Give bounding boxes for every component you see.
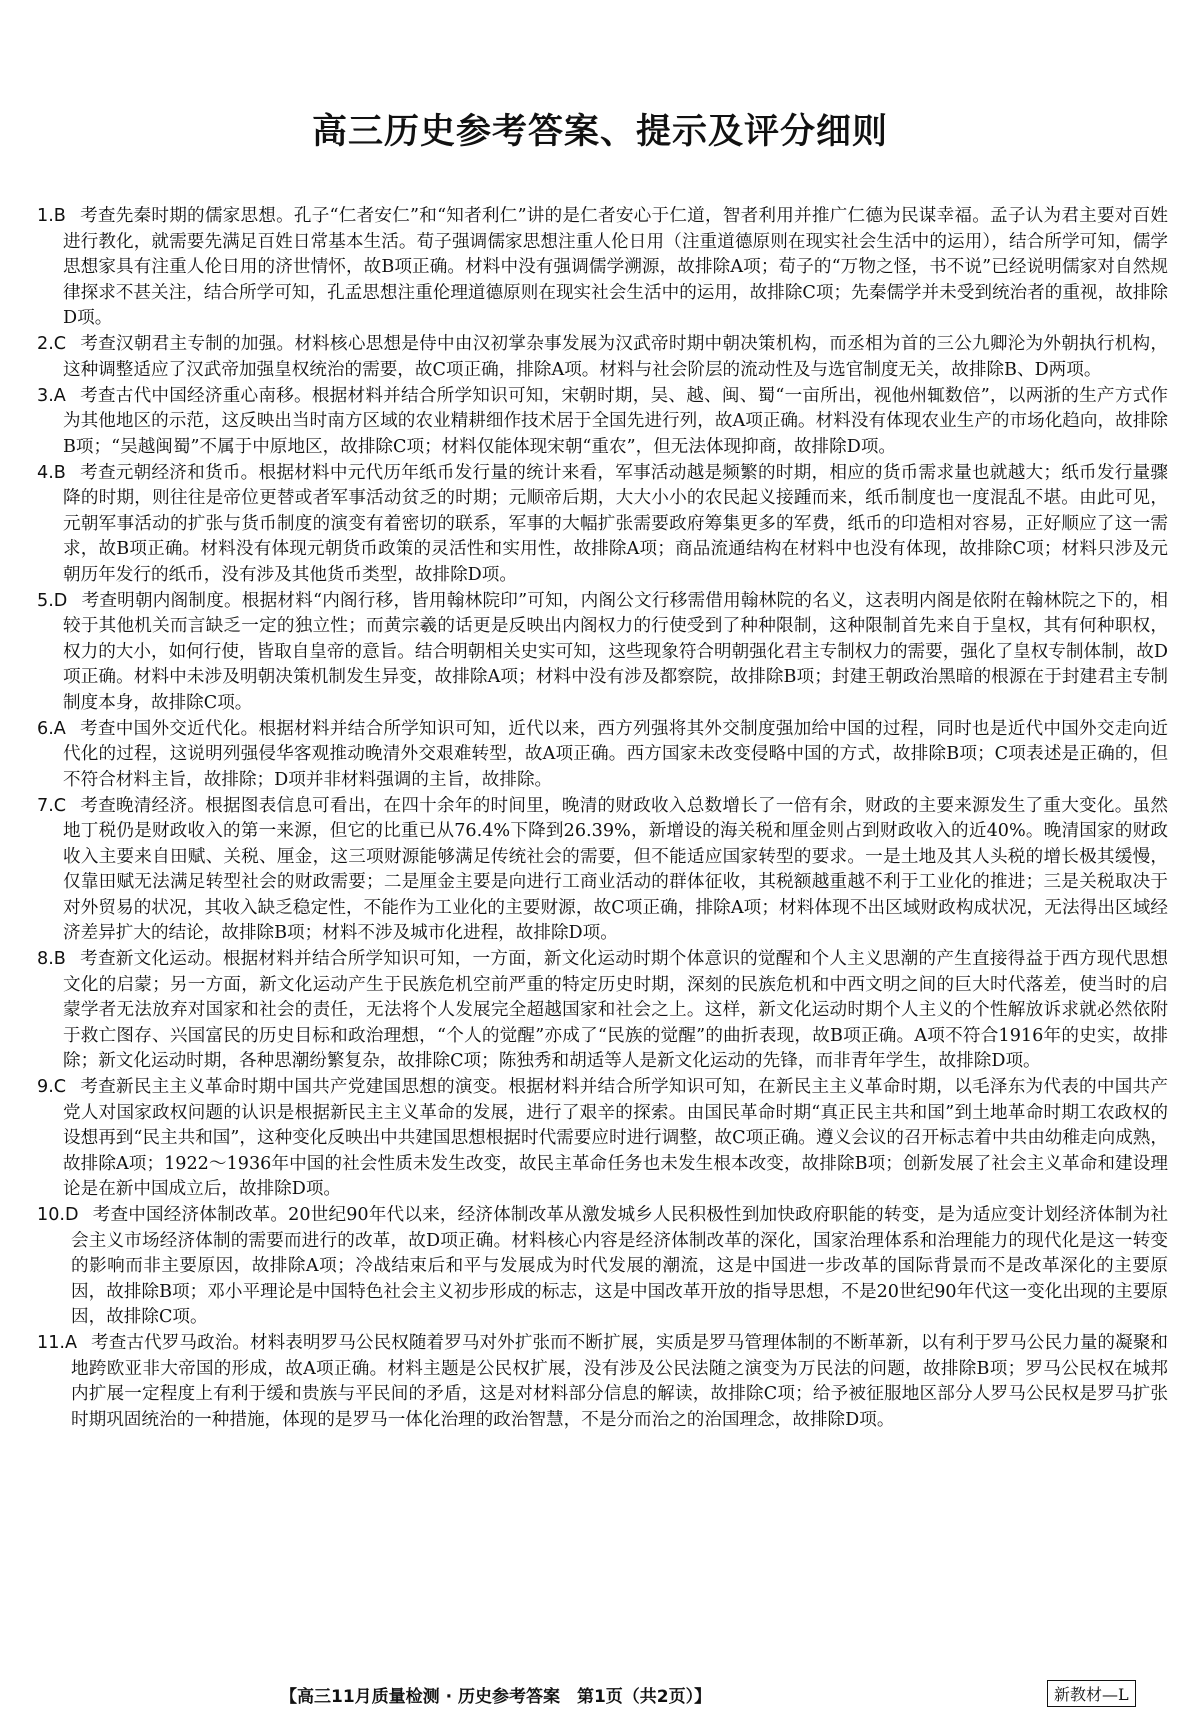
answer-explanation: 考查先秦时期的儒家思想。孔子“仁者安仁”和“知者利仁”讲的是仁者安心于仁道，智者利用并推广仁德为民谋幸福。孟子认为君主要对百姓进行教化，就需要先满足百姓日常基本生活。荀子强调儒家思想注重人伦日用（注重道德原则在现实社会生活中的运用），结合所学可知，儒学思想家具有注重人伦日用的济世情怀，故B项正确。材料中没有强调儒学溯源，故排除A项；荀子的“万物之怪，书不说”已经说明儒家对自然规律探求不甚关注，结合所学可知，孔孟思想注重伦理道德原则在现实社会生活中的运用，故排除C项；先秦儒学并未受到统治者的重视，故排除D项。 [63, 206, 1168, 328]
answer-item [37, 717, 1168, 794]
answer-number: 1. [37, 206, 54, 226]
answer-number: 6. [37, 718, 54, 739]
answer-number: 7. [37, 795, 54, 816]
answer-option: C [53, 334, 67, 354]
answer-number: 10. [37, 1205, 65, 1225]
answer-option: B [53, 949, 66, 969]
answer-number: 4. [37, 462, 54, 483]
answer-option: C [53, 1077, 67, 1097]
answer-option: B [53, 206, 66, 226]
answer-option: B [53, 462, 66, 483]
answer-item [37, 1203, 1168, 1331]
footer-text: 【高三11月质量检测 · 历史参考答案 第1页（共2页）】 [280, 1687, 712, 1707]
answer-number: 9. [37, 1077, 54, 1097]
answer-option: A [64, 1333, 78, 1353]
answer-item [37, 1331, 1168, 1433]
answer-explanation: 考查中国外交近代化。根据材料并结合所学知识可知，近代以来，西方列强将其外交制度强加给中国的过程，同时也是近代中国外交走向近代化的过程，这说明列强侵华客观推动晚清外交艰难转型，故A项正确。西方国家未改变侵略中国的方式，故排除B项；C项表述是正确的，但不符合材料主旨，故排除；D项并非材料强调的主旨，故排除。 [63, 718, 1168, 790]
answer-number: 11. [37, 1333, 65, 1353]
answer-option: D [64, 1205, 79, 1225]
answer-option: D [53, 590, 68, 611]
answer-number: 8. [37, 949, 54, 969]
answer-explanation: 考查新文化运动。根据材料并结合所学知识可知，一方面，新文化运动时期个体意识的觉醒和个人主义思潮的产生直接得益于西方现代思想文化的启蒙；另一方面，新文化运动产生于民族危机空前严重的特定历史时期，深刻的民族危机和中西文明之间的巨大时代落差，使当时的启蒙学者无法放弃对国家和社会的责任，无法将个人发展完全超越国家和社会之上。这样，新文化运动时期个人主义的个性解放诉求就必然依附于救亡图存、兴国富民的历史目标和政治理想，“个人的觉醒”亦成了“民族的觉醒”的曲折表现，故B项正确。A项不符合1916年的史实，故排除；新文化运动时期，各种思潮纷繁复杂，故排除C项；陈独秀和胡适等人是新文化运动的先锋，而非青年学生，故排除D项。 [63, 949, 1168, 1071]
answer-option: C [53, 795, 67, 816]
answer-option: A [53, 385, 66, 406]
answer-list [37, 204, 1168, 1434]
answer-item [37, 1075, 1168, 1203]
answer-explanation: 考查古代罗马政治。材料表明罗马公民权随着罗马对外扩张而不断扩展，实质是罗马管理体制的不断革新，以有利于罗马公民力量的凝聚和地跨欧亚非大帝国的形成，故A项正确。材料主题是公民权扩展，没有涉及公民法随之演变为万民法的问题，故排除B项；罗马公民权在城邦内扩展一定程度上有利于缓和贵族与平民间的矛盾，这是对材料部分信息的解读，故排除C项；给予被征服地区部分人罗马公民权是罗马扩张时期巩固统治的一种措施，体现的是罗马一体化治理的政治智慧，不是分而治之的治国理念，故排除D项。 [71, 1333, 1168, 1430]
answer-explanation: 考查明朝内阁制度。根据材料“内阁行移，皆用翰林院印”可知，内阁公文行移需借用翰林院的名义，这表明内阁是依附在翰林院之下的，相较于其他机关而言缺乏一定的独立性；而黄宗羲的话更是反映出内阁权力的行使受到了种种限制，这种限制首先来自于皇权，其有何种职权，权力的大小，如何行使，皆取自皇帝的意旨。结合明朝相关史实可知，这些现象符合明朝强化君主专制权力的需要，强化了皇权专制体制，故D项正确。材料中未涉及明朝决策机制发生异变，故排除A项；材料中没有涉及都察院，故排除B项；封建王朝政治黑暗的根源在于封建君主专制制度本身，故排除C项。 [63, 590, 1168, 713]
answer-explanation: 考查古代中国经济重心南移。根据材料并结合所学知识可知，宋朝时期，吴、越、闽、蜀“一亩所出，视他州辄数倍”，以两浙的生产方式作为其他地区的示范，这反映出当时南方区域的农业精耕细作技术居于全国先进行列，故A项正确。材料没有体现农业生产的市场化趋向，故排除B项；“吴越闽蜀”不属于中原地区，故排除C项；材料仅能体现宋朝“重农”，但无法体现抑商，故排除D项。 [63, 385, 1168, 457]
answer-explanation: 考查晚清经济。根据图表信息可看出，在四十余年的时间里，晚清的财政收入总数增长了一倍有余，财政的主要来源发生了重大变化。虽然地丁税仍是财政收入的第一来源，但它的比重已从76.4%下降到26.39%，新增设的海关税和厘金则占到财政收入的近40%。晚清国家的财政收入主要来自田赋、关税、厘金，这三项财源能够满足传统社会的需要，但不能适应国家转型的要求。一是土地及其人头税的增长极其缓慢，仅靠田赋无法满足转型社会的财政需要；二是厘金主要是向进行工商业活动的群体征收，其税额越重越不利于工业化的推进；三是关税取决于对外贸易的状况，其收入缺乏稳定性，不能作为工业化的主要财源，故C项正确，排除A项；材料体现不出区域财政构成状况，无法得出区域经济差异扩大的结论，故排除B项；材料不涉及城市化进程，故排除D项。 [63, 795, 1168, 943]
page-title: 高三历史参考答案、提示及评分细则 [311, 112, 888, 152]
answer-number: 3. [37, 385, 54, 406]
answer-item [37, 384, 1168, 461]
answer-option: A [53, 718, 66, 739]
answer-explanation: 考查元朝经济和货币。根据材料中元代历年纸币发行量的统计来看，军事活动越是频繁的时期，相应的货币需求量也就越大；纸币发行量骤降的时期，则往往是帝位更替或者军事活动贫乏的时期；元顺帝后期，大大小小的农民起义接踵而来，纸币制度也一度混乱不堪。由此可见，元朝军事活动的扩张与货币制度的演变有着密切的联系，军事的大幅扩张需要政府筹集更多的军费，纸币的印造相对容易，正好顺应了这一需求，故B项正确。材料没有体现元朝货币政策的灵活性和实用性，故排除A项；商品流通结构在材料中也没有体现，故排除C项；材料只涉及元朝历年发行的纸币，没有涉及其他货币类型，故排除D项。 [63, 462, 1168, 585]
answer-item [37, 461, 1168, 589]
answer-explanation: 考查中国经济体制改革。20世纪90年代以来，经济体制改革从激发城乡人民积极性到加快政府职能的转变，是为适应变计划经济体制为社会主义市场经济体制的需要而进行的改革，故D项正确。材料核心内容是经济体制改革的深化，国家治理体系和治理能力的现代化是这一转变的影响而非主要原因，故排除A项；冷战结束后和平与发展成为时代发展的潮流，这是中国进一步改革的国际背景而不是改革深化的主要原因，故排除B项；邓小平理论是中国特色社会主义初步形成的标志，这是中国改革开放的指导思想，不是20世纪90年代这一变化出现的主要原因，故排除C项。 [71, 1205, 1168, 1327]
page-footer [0, 1680, 1200, 1710]
answer-item [37, 794, 1168, 947]
answer-number: 5. [37, 590, 54, 611]
answer-number: 2. [37, 334, 54, 354]
answer-item [37, 204, 1168, 332]
answer-explanation: 考查汉朝君主专制的加强。材料核心思想是侍中由汉初掌杂事发展为汉武帝时期中朝决策机构，而丞相为首的三公九卿沦为外朝执行机构，这种调整适应了汉武帝加强皇权统治的需要，故C项正确，排除A项。材料与社会阶层的流动性及与选官制度无关，故排除B、D两项。 [63, 334, 1168, 380]
answer-item [37, 589, 1168, 717]
answer-item [37, 947, 1168, 1075]
edition-tag: 新教材—L [1047, 1680, 1136, 1707]
answer-item [37, 332, 1168, 383]
answer-explanation: 考查新民主主义革命时期中国共产党建国思想的演变。根据材料并结合所学知识可知，在新民主主义革命时期，以毛泽东为代表的中国共产党人对国家政权问题的认识是根据新民主主义革命的发展，进行了艰辛的探索。由国民革命时期“真正民主共和国”到土地革命时期工农政权的设想再到“民主共和国”，这种变化反映出中共建国思想根据时代需要应时进行调整，故C项正确。遵义会议的召开标志着中共由幼稚走向成熟，故排除A项；1922～1936年中国的社会性质未发生改变，故民主革命任务也未发生根本改变，故排除B项；创新发展了社会主义革命和建设理论是在新中国成立后，故排除D项。 [63, 1077, 1168, 1199]
